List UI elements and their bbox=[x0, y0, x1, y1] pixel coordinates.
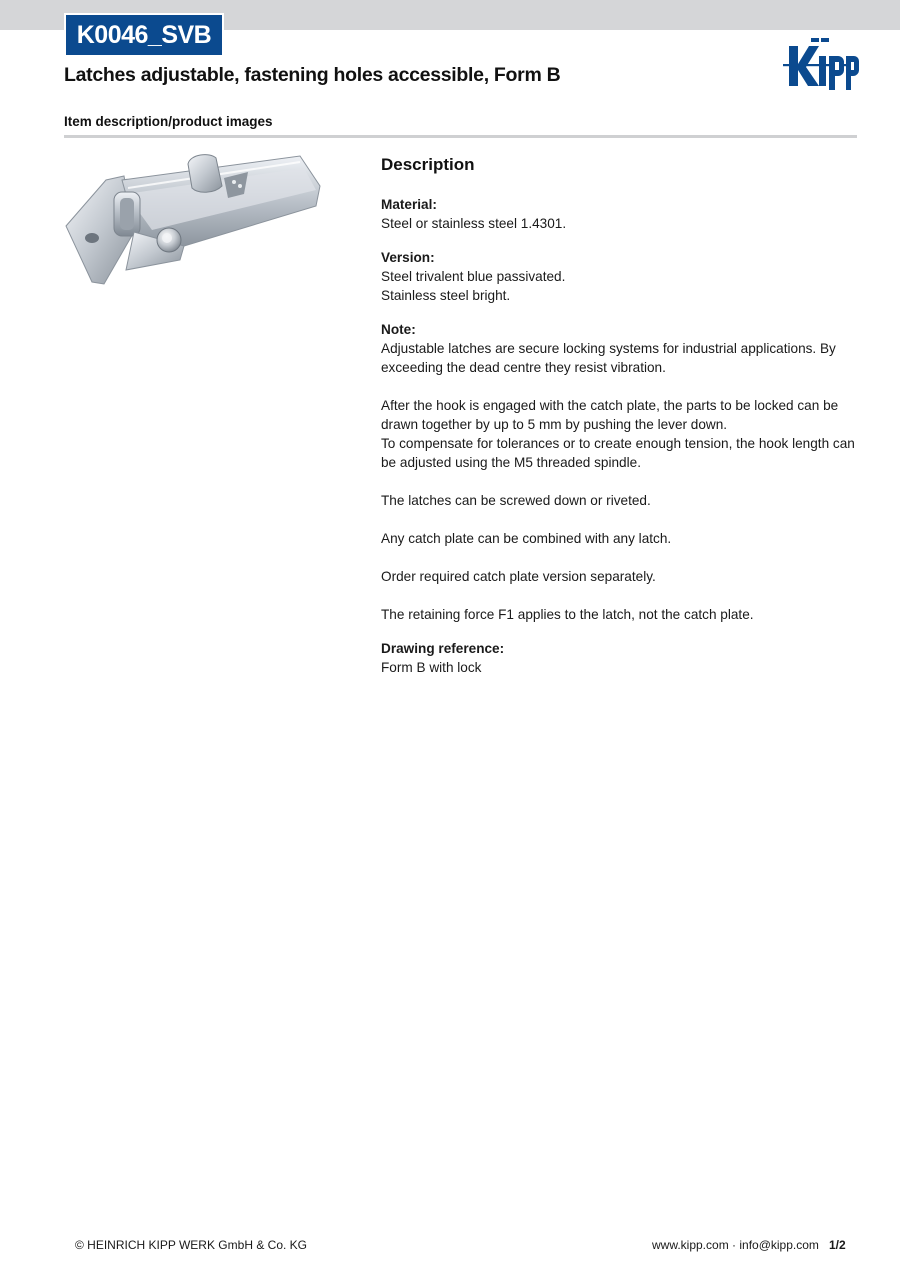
footer-contact: www.kipp.com · info@kipp.com bbox=[652, 1238, 819, 1252]
drawing-label: Drawing reference: bbox=[381, 641, 505, 656]
note-paragraph: Adjustable latches are secure locking systems for industrial applications. By exceeding the dead centre they resist vibration. bbox=[381, 341, 836, 375]
version-line: Steel trivalent blue passivated. bbox=[381, 269, 566, 284]
section-divider bbox=[64, 135, 857, 138]
version-label: Version: bbox=[381, 250, 435, 265]
note-paragraph: The latches can be screwed down or riveted. bbox=[381, 493, 651, 508]
drawing-field bbox=[381, 639, 861, 677]
page-number: 1/2 bbox=[829, 1238, 846, 1252]
version-line: Stainless steel bright. bbox=[381, 288, 511, 303]
drawing-value: Form B with lock bbox=[381, 660, 482, 675]
kipp-logo bbox=[783, 38, 859, 92]
note-paragraph: Any catch plate can be combined with any latch. bbox=[381, 531, 672, 546]
version-field bbox=[381, 248, 861, 305]
page-title: Latches adjustable, fastening holes accessible, Form B bbox=[64, 64, 561, 86]
note-paragraph: Order required catch plate version separately. bbox=[381, 569, 656, 584]
note-label: Note: bbox=[381, 322, 416, 337]
material-field bbox=[381, 195, 861, 233]
note-paragraph: The retaining force F1 applies to the latch, not the catch plate. bbox=[381, 607, 754, 622]
material-label: Material: bbox=[381, 197, 437, 212]
note-paragraph: To compensate for tolerances or to create enough tension, the hook length can be adjusted using the M5 threaded spindle. bbox=[381, 436, 855, 470]
description-block bbox=[381, 154, 861, 692]
material-value: Steel or stainless steel 1.4301. bbox=[381, 216, 567, 231]
description-heading: Description bbox=[381, 155, 475, 174]
section-label: Item description/product images bbox=[64, 114, 273, 129]
note-paragraph: After the hook is engaged with the catch plate, the parts to be locked can be drawn together by up to 5 mm by pushing the lever down. bbox=[381, 398, 839, 432]
product-image bbox=[64, 150, 326, 290]
item-code-badge: K0046_SVB bbox=[64, 13, 224, 57]
footer-copyright: © HEINRICH KIPP WERK GmbH & Co. KG bbox=[75, 1238, 307, 1252]
